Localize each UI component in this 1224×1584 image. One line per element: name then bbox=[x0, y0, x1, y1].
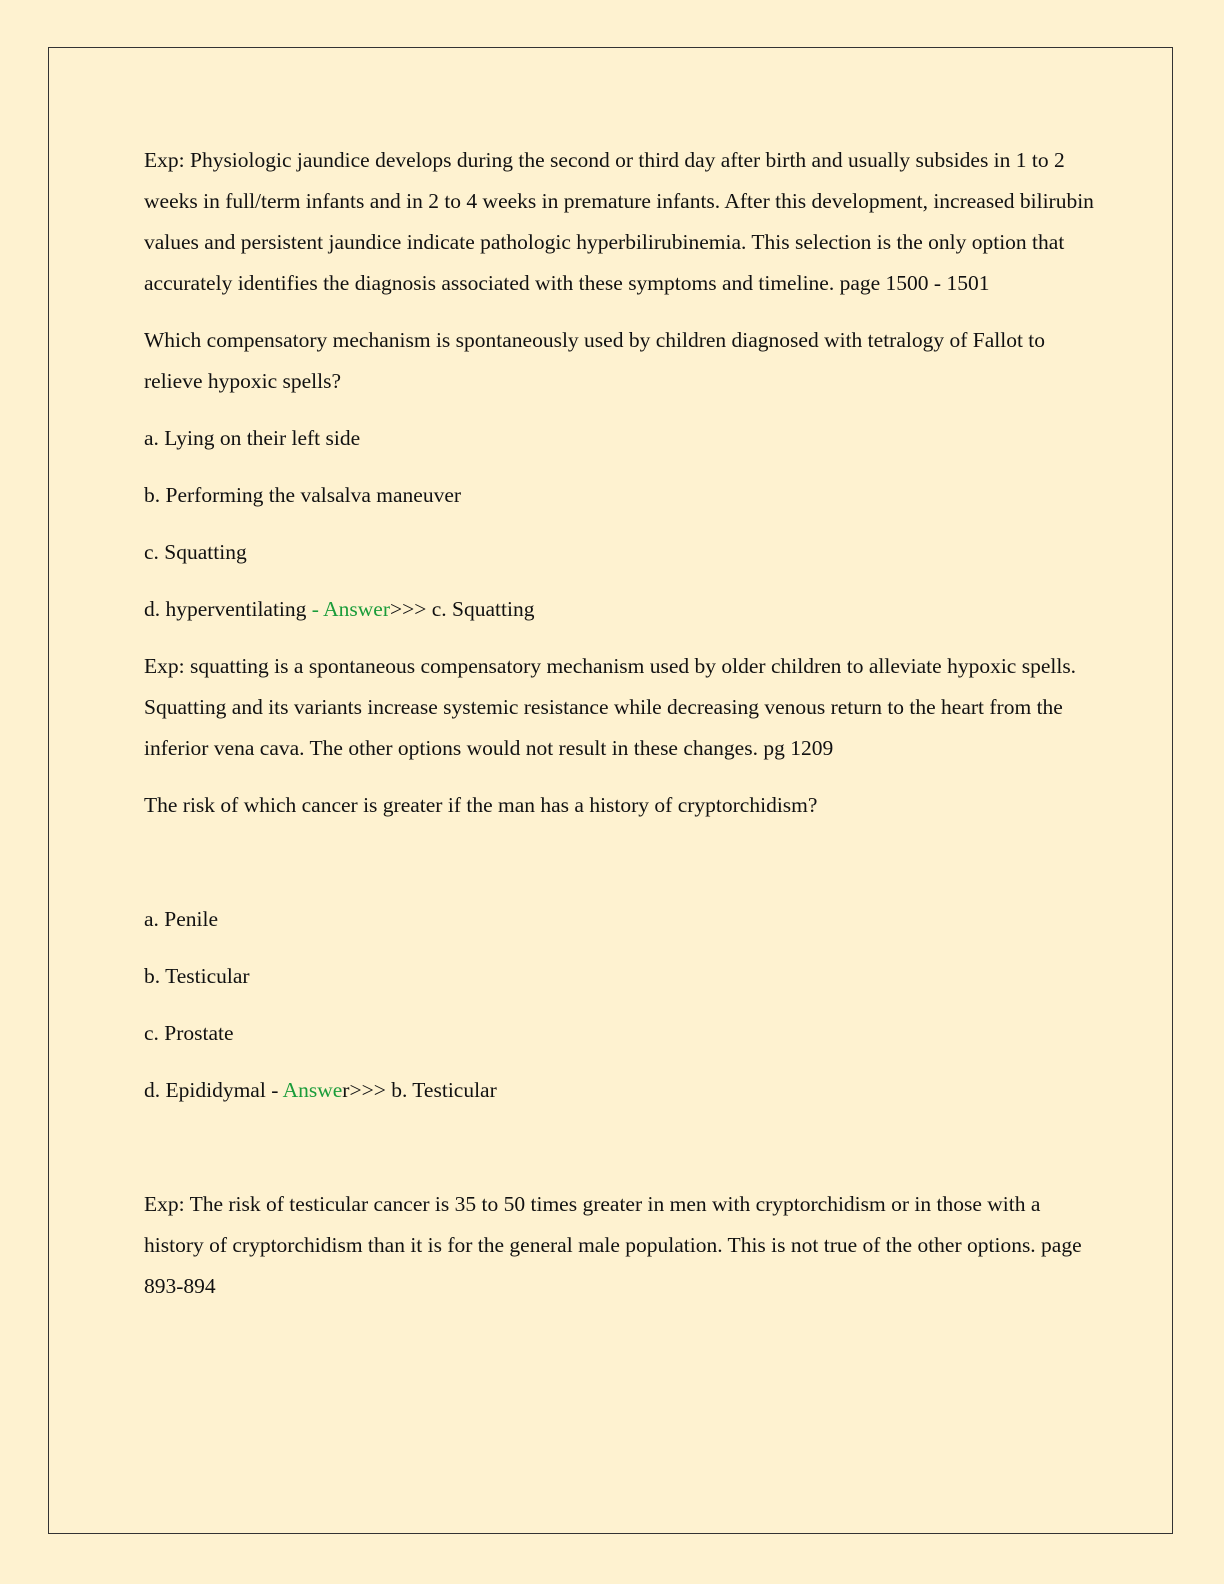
answer-value: r>>> b. Testicular bbox=[342, 1078, 497, 1102]
option-b: b. Testicular bbox=[144, 964, 250, 988]
document-content bbox=[144, 140, 1094, 1323]
explanation-cryptorchidism: Exp: The risk of testicular cancer is 35 to 50 times greater in men with cryptorchidism or in those with a history of cryptorchidism than it is for the general male population. This is not true of the other options. page 893-894 bbox=[144, 1192, 1082, 1298]
answer-value: >>> c. Squatting bbox=[390, 597, 535, 621]
option-a: a. Lying on their left side bbox=[144, 426, 361, 450]
question-tetralogy: Which compensatory mechanism is spontaneously used by children diagnosed with tetralogy of Fallot to relieve hypoxic spells? bbox=[144, 328, 1046, 393]
option-d: d. hyperventilating bbox=[144, 597, 307, 621]
explanation-tetralogy: Exp: squatting is a spontaneous compensatory mechanism used by older children to alleviate hypoxic spells. Squatting and its variants increase systemic resistance while decreasing venous return to the heart from the inferior vena cava. The other options would not result in these changes. pg 1209 bbox=[144, 654, 1077, 760]
option-c: c. Prostate bbox=[144, 1021, 234, 1045]
option-b: b. Performing the valsalva maneuver bbox=[144, 483, 462, 507]
answer-label: Answe bbox=[282, 1078, 343, 1102]
explanation-jaundice: Exp: Physiologic jaundice develops during the second or third day after birth and usually subsides in 1 to 2 weeks in full/term infants and in 2 to 4 weeks in premature infants. After this development, increased bilirubin values and persistent jaundice indicate pathologic hyperbilirubinemia. This selection is the only option that accurately identifies the diagnosis associated with these symptoms and timeline. page 1500 - 1501 bbox=[144, 148, 1094, 295]
option-d: d. Epididymal - bbox=[144, 1078, 279, 1102]
option-a: a. Penile bbox=[144, 907, 219, 931]
option-d-with-answer bbox=[144, 589, 1094, 630]
answer-label: - Answer bbox=[311, 597, 391, 621]
option-c: c. Squatting bbox=[144, 540, 247, 564]
question-cryptorchidism: The risk of which cancer is greater if the man has a history of cryptorchidism? bbox=[144, 793, 818, 817]
option-d-with-answer bbox=[144, 1070, 1094, 1111]
